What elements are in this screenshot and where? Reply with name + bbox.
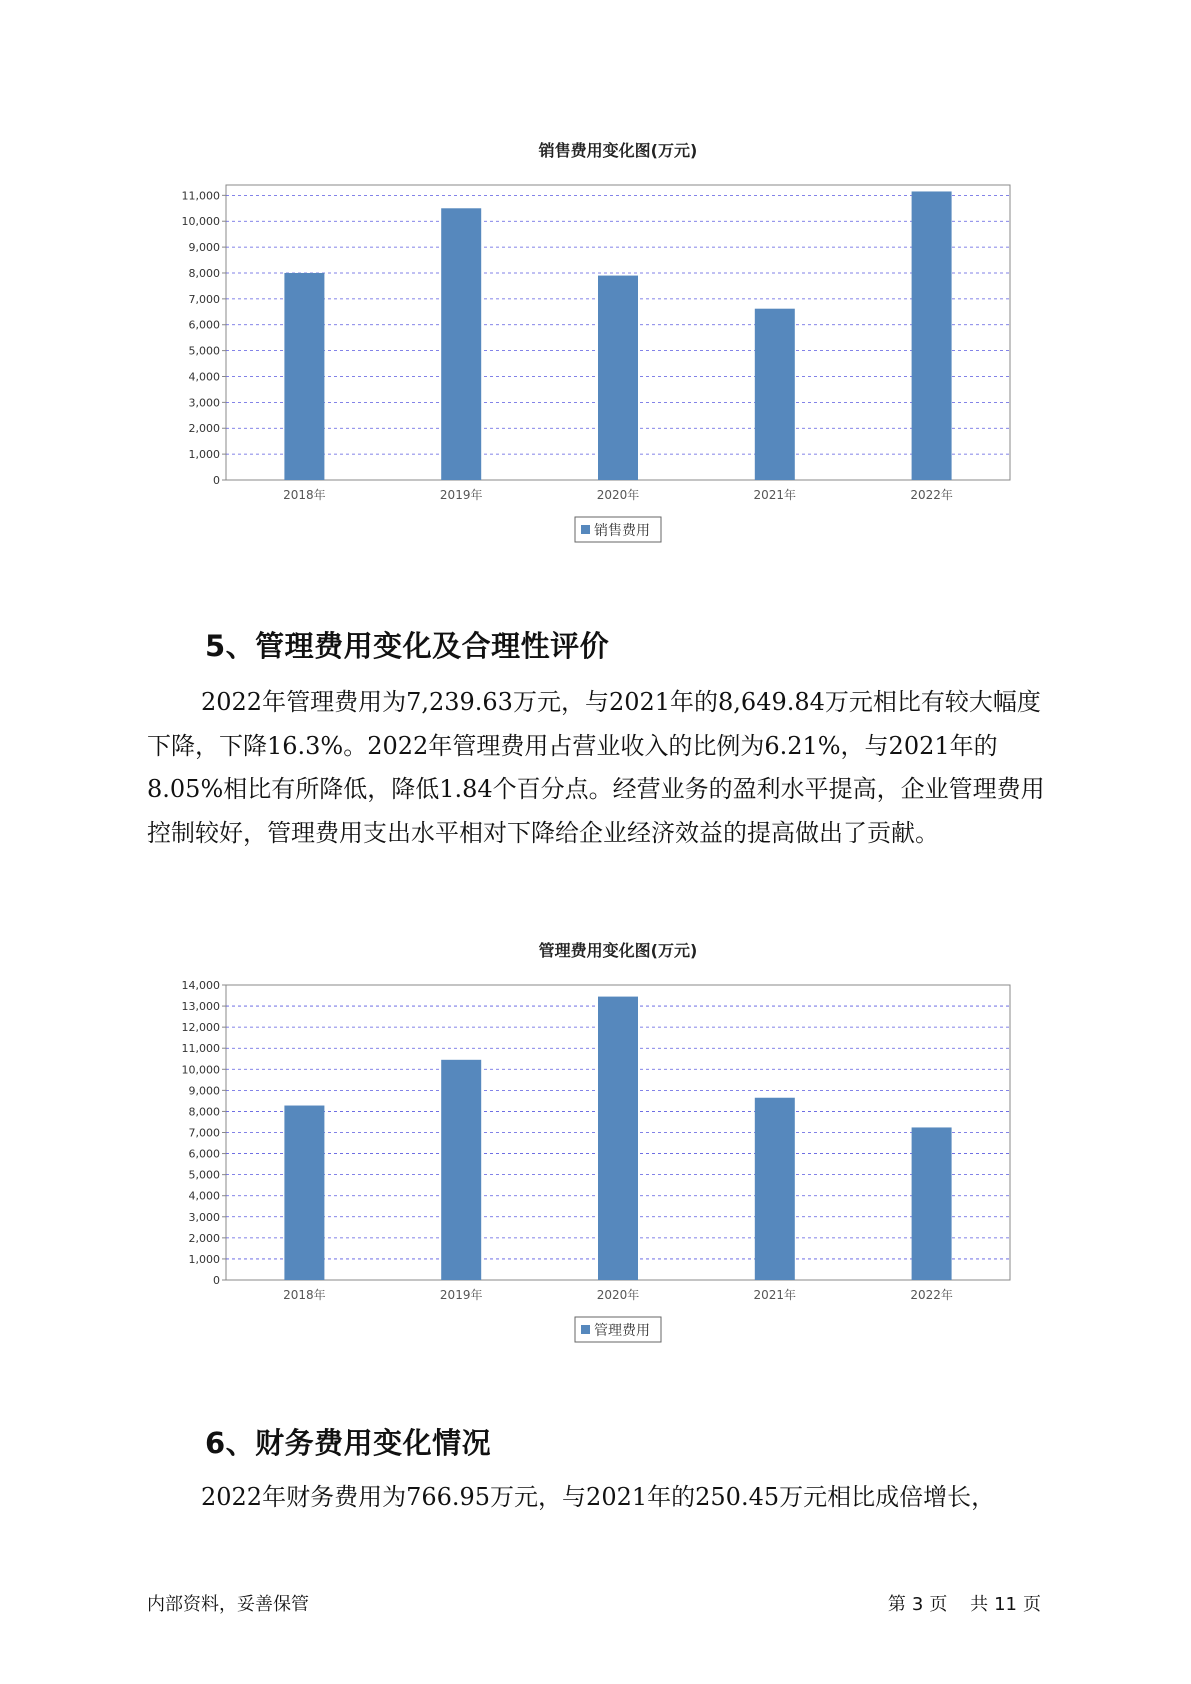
x-tick-label: 2018年: [283, 1288, 326, 1302]
y-tick-label: 13,000: [181, 1000, 220, 1014]
y-tick-label: 14,000: [181, 979, 220, 992]
bar: [284, 273, 324, 480]
y-tick-label: 0: [213, 1274, 220, 1287]
y-tick-label: 6,000: [188, 1147, 220, 1161]
section-5-heading: 5、管理费用变化及合理性评价: [205, 629, 610, 663]
page-number: 3: [911, 1594, 924, 1615]
y-tick-label: 7,000: [188, 292, 220, 306]
legend-swatch: [581, 525, 590, 534]
x-tick-label: 2021年: [753, 1288, 797, 1302]
y-tick-label: 10,000: [181, 1063, 220, 1077]
y-tick-label: 3,000: [188, 1210, 220, 1224]
section-6-paragraph: [147, 1476, 1047, 1520]
y-tick-label: 5,000: [188, 344, 220, 358]
total-pages: 11: [994, 1594, 1017, 1615]
admin-expense-chart-svg: [150, 935, 1030, 1350]
y-tick-label: 1,000: [188, 448, 220, 462]
y-tick-label: 8,000: [188, 266, 220, 280]
y-tick-label: 9,000: [188, 241, 220, 255]
y-tick-label: 12,000: [181, 1021, 220, 1035]
x-tick-label: 2020年: [596, 488, 640, 502]
confidential-note: 内部资料，妥善保管: [147, 1594, 309, 1615]
x-tick-label: 2020年: [596, 1288, 640, 1302]
section-6-heading: 6、财务费用变化情况: [205, 1426, 492, 1460]
bar: [755, 1098, 795, 1280]
x-tick-label: 2019年: [439, 1288, 483, 1302]
y-tick-label: 9,000: [188, 1084, 220, 1098]
bar: [598, 276, 638, 480]
y-tick-label: 1,000: [188, 1252, 220, 1266]
x-tick-label: 2021年: [753, 488, 797, 502]
x-tick-label: 2018年: [283, 488, 326, 502]
legend-label: 销售费用: [594, 523, 650, 539]
bar: [284, 1106, 324, 1280]
chart-title: 管理费用变化图(万元): [538, 941, 698, 960]
admin-expense-chart: [150, 935, 1030, 1350]
sales-expense-chart-svg: [150, 135, 1030, 550]
y-tick-label: 4,000: [188, 1189, 220, 1203]
y-tick-label: 2,000: [188, 422, 220, 436]
bar: [598, 997, 638, 1280]
bar: [912, 1127, 952, 1280]
total-prefix: 共: [970, 1594, 989, 1615]
sales-expense-chart: [150, 135, 1030, 550]
y-tick-label: 11,000: [181, 189, 220, 203]
section-5-text: 2022年管理费用为7,239.63万元，与2021年的8,649.84万元相比有较大幅度下降，下降16.3%。2022年管理费用占营业收入的比例为6.21%，与2021年的8.05%相比有所降低，降低1.84个百分点。经营业务的盈利水平提高，企业管理费用控制较好，管理费用支出水平相对下降给企业经济效益的提高做出了贡献。: [147, 688, 1045, 847]
y-tick-label: 11,000: [181, 1042, 220, 1056]
bar: [441, 208, 481, 480]
y-tick-label: 4,000: [188, 370, 220, 384]
section-6-text: 2022年财务费用为766.95万元，与2021年的250.45万元相比成倍增长，: [201, 1483, 996, 1511]
section-5-paragraph: [147, 681, 1047, 855]
y-tick-label: 0: [213, 474, 220, 487]
legend-swatch: [581, 1325, 590, 1334]
x-tick-label: 2019年: [439, 488, 483, 502]
bar: [912, 191, 952, 480]
y-tick-label: 10,000: [181, 215, 220, 229]
legend-label: 管理费用: [594, 1323, 650, 1339]
total-unit: 页: [1023, 1594, 1041, 1615]
y-tick-label: 7,000: [188, 1126, 220, 1140]
bar: [441, 1060, 481, 1280]
x-tick-label: 2022年: [910, 1288, 953, 1302]
chart-title: 销售费用变化图(万元): [538, 141, 698, 160]
y-tick-label: 8,000: [188, 1105, 220, 1119]
y-tick-label: 6,000: [188, 318, 220, 332]
page-prefix: 第: [887, 1594, 906, 1615]
bar: [755, 309, 795, 480]
page-indicator: [885, 1590, 1044, 1616]
y-tick-label: 2,000: [188, 1231, 220, 1245]
y-tick-label: 3,000: [188, 396, 220, 410]
page-unit: 页: [929, 1594, 948, 1615]
x-tick-label: 2022年: [910, 488, 953, 502]
y-tick-label: 5,000: [188, 1168, 220, 1182]
